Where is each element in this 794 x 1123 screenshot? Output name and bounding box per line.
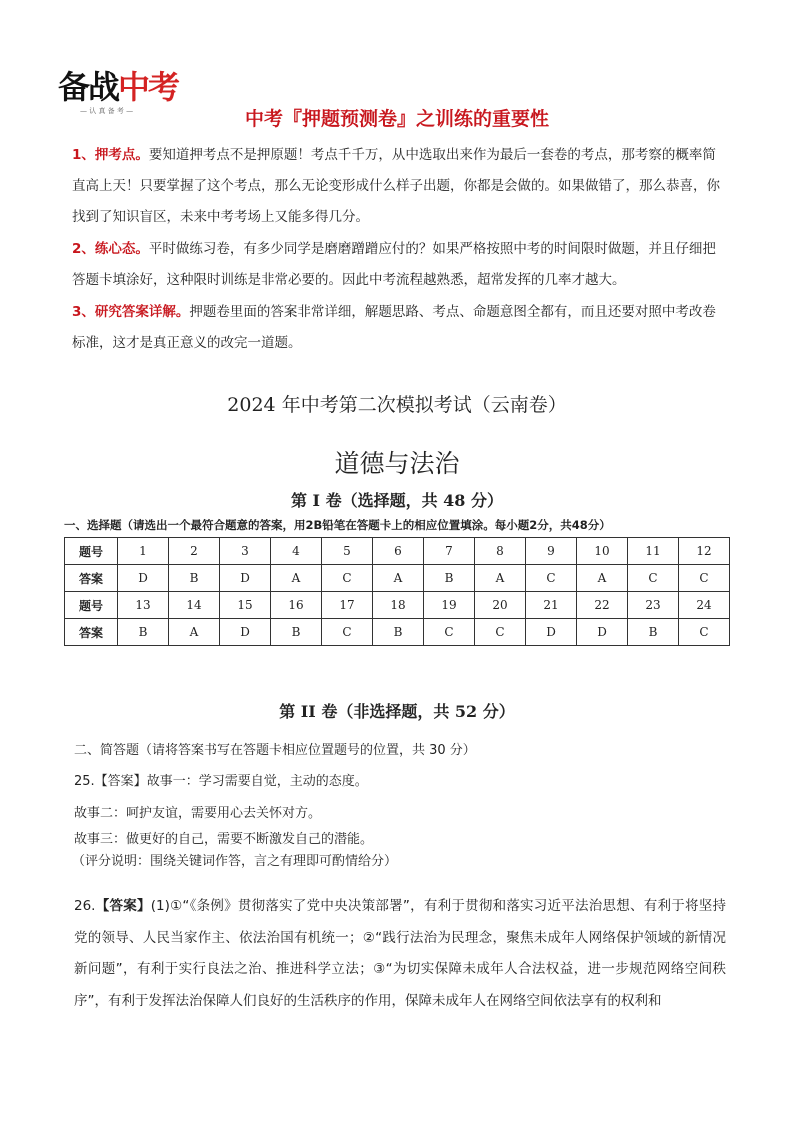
- table-row: [65, 565, 730, 592]
- table-row: [65, 538, 730, 565]
- question-number-cell: 9: [526, 538, 577, 565]
- promo-item-lead: 1、押考点。: [72, 147, 149, 163]
- row-label-answer: 答案: [65, 619, 118, 646]
- promo-item-lead: 3、研究答案详解。: [72, 304, 190, 320]
- answer-letter-cell: B: [169, 565, 220, 592]
- question-number-cell: 24: [679, 592, 730, 619]
- q25-story2: 故事二：呵护友谊，需要用心去关怀对方。: [74, 806, 322, 821]
- question-number-cell: 22: [577, 592, 628, 619]
- answer-letter-cell: B: [118, 619, 169, 646]
- part2-title: 第 II 卷（非选择题，共 52 分）: [279, 702, 515, 721]
- answer-letter-cell: C: [475, 619, 526, 646]
- promo-item-lead: 2、练心态。: [72, 241, 149, 257]
- q25-story3: 故事三：做更好的自己，需要不断激发自己的潜能。: [74, 832, 374, 847]
- answer-letter-cell: D: [118, 565, 169, 592]
- promo-item-text: 押题卷里面的答案非常详细，解题思路、考点、命题意图全都有，而且还要对照中考改卷标准，这才是真正意义的改完一道题。: [72, 304, 716, 351]
- q25-answer: [74, 770, 368, 789]
- exam-title: 2024 年中考第二次模拟考试（云南卷）: [227, 394, 567, 416]
- table-row: [65, 619, 730, 646]
- part1-instruction: 一、选择题（请选出一个最符合题意的答案，用2B铅笔在答题卡上的相应位置填涂。每小题2分，共48分）: [64, 518, 611, 532]
- question-number-cell: 12: [679, 538, 730, 565]
- question-number-cell: 18: [373, 592, 424, 619]
- q25-story1: 故事一：学习需要自觉，主动的态度。: [146, 774, 368, 789]
- question-number-cell: 3: [220, 538, 271, 565]
- question-number-cell: 20: [475, 592, 526, 619]
- answer-letter-cell: B: [628, 619, 679, 646]
- q26-num: 26.: [74, 898, 96, 914]
- answer-letter-cell: C: [424, 619, 475, 646]
- q26-lead: 【答案】: [95, 898, 151, 914]
- answer-letter-cell: D: [526, 619, 577, 646]
- answer-table: [64, 537, 730, 646]
- question-number-cell: 10: [577, 538, 628, 565]
- question-number-cell: 17: [322, 592, 373, 619]
- answer-letter-cell: C: [322, 619, 373, 646]
- question-number-cell: 2: [169, 538, 220, 565]
- q26-text: (1)①“《条例》贯彻落实了党中央决策部署”，有利于贯彻和落实习近平法治思想、有利于将坚持党的领导、人民当家作主、依法治国有机统一；②“践行法治为民理念，聚焦未成年人网络保护领域的新情况新问题”，有利于实行良法之治、推进科学立法；③“为切实保障未成年人合法权益，进一步规范网络空间秩序”，有利于发挥法治保障人们良好的生活秩序的作用，保障未成年人在网络空间依法享有的权利和: [74, 898, 726, 1009]
- answer-letter-cell: A: [271, 565, 322, 592]
- question-number-cell: 16: [271, 592, 322, 619]
- answer-letter-cell: A: [373, 565, 424, 592]
- promo-item-2: [72, 234, 724, 296]
- row-label-question: 题号: [65, 592, 118, 619]
- question-number-cell: 4: [271, 538, 322, 565]
- subject-title: 道德与法治: [334, 449, 460, 478]
- answer-letter-cell: D: [220, 619, 271, 646]
- answer-letter-cell: C: [679, 619, 730, 646]
- question-number-cell: 6: [373, 538, 424, 565]
- promo-item-text: 要知道押考点不是押原题！考点千千万，从中选取出来作为最后一套卷的考点，那考察的概率简直高上天！只要掌握了这个考点，那么无论变形成什么样子出题，你都是会做的。如果做错了，那么恭喜，你找到了知识盲区，未来中考考场上又能多得几分。: [72, 147, 720, 225]
- q26-answer: [74, 891, 726, 1017]
- logo-text: 备战中考: [58, 68, 179, 106]
- question-number-cell: 23: [628, 592, 679, 619]
- question-number-cell: 7: [424, 538, 475, 565]
- part1-title: 第 I 卷（选择题，共 48 分）: [290, 491, 504, 510]
- promo-item-1: [72, 140, 724, 233]
- question-number-cell: 21: [526, 592, 577, 619]
- question-number-cell: 15: [220, 592, 271, 619]
- question-number-cell: 11: [628, 538, 679, 565]
- question-number-cell: 14: [169, 592, 220, 619]
- answer-letter-cell: B: [373, 619, 424, 646]
- answer-letter-cell: C: [628, 565, 679, 592]
- question-number-cell: 8: [475, 538, 526, 565]
- answer-letter-cell: C: [679, 565, 730, 592]
- q25-note: （评分说明：围绕关键词作答，言之有理即可酌情给分）: [72, 854, 398, 869]
- question-number-cell: 5: [322, 538, 373, 565]
- answer-letter-cell: B: [271, 619, 322, 646]
- promo-item-text: 平时做练习卷，有多少同学是磨磨蹭蹭应付的？如果严格按照中考的时间限时做题，并且仔细把答题卡填涂好，这种限时训练是非常必要的。因此中考流程越熟悉，超常发挥的几率才越大。: [72, 241, 716, 288]
- answer-letter-cell: C: [526, 565, 577, 592]
- row-label-answer: 答案: [65, 565, 118, 592]
- answer-letter-cell: D: [220, 565, 271, 592]
- answer-letter-cell: A: [577, 565, 628, 592]
- table-row: [65, 592, 730, 619]
- promo-title: 中考『押题预测卷』之训练的重要性: [244, 108, 549, 130]
- answer-letter-cell: A: [169, 619, 220, 646]
- answer-letter-cell: A: [475, 565, 526, 592]
- question-number-cell: 13: [118, 592, 169, 619]
- row-label-question: 题号: [65, 538, 118, 565]
- logo-tagline: — 认 真 备 考 —: [80, 107, 134, 115]
- answer-letter-cell: D: [577, 619, 628, 646]
- question-number-cell: 1: [118, 538, 169, 565]
- question-number-cell: 19: [424, 592, 475, 619]
- q25-lead: 25.【答案】: [74, 774, 147, 789]
- answer-letter-cell: C: [322, 565, 373, 592]
- answer-letter-cell: B: [424, 565, 475, 592]
- promo-item-3: [72, 297, 724, 359]
- section2-heading: 二、简答题（请将答案书写在答题卡相应位置题号的位置，共 30 分）: [74, 743, 476, 758]
